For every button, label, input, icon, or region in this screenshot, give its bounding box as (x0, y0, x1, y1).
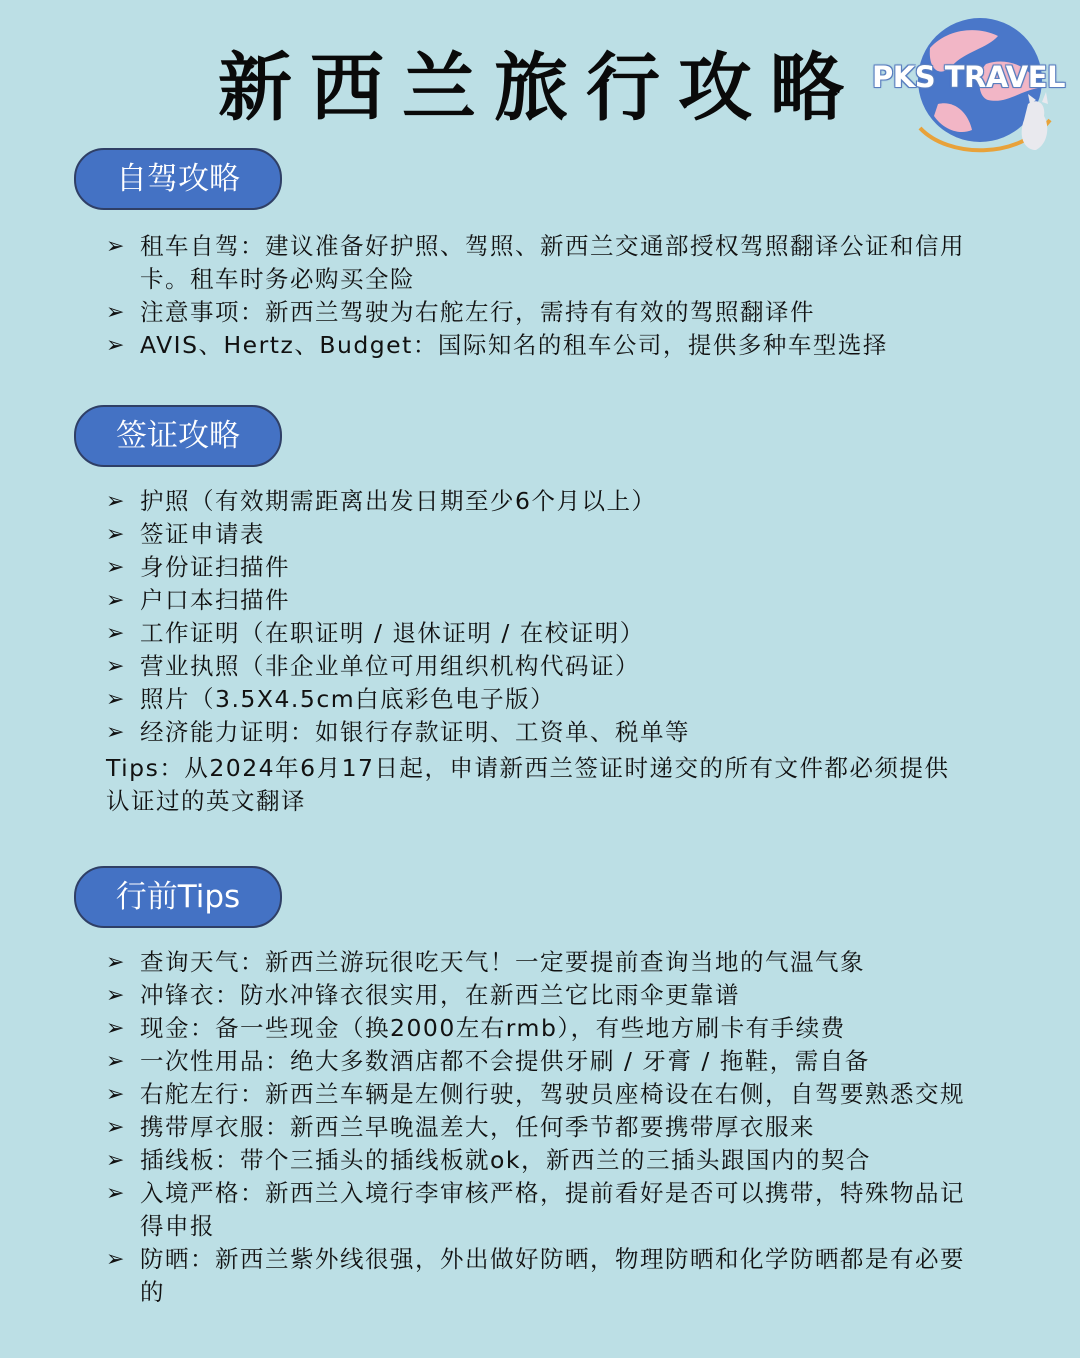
arrowhead-bullet-icon: ➢ (106, 522, 126, 547)
list-item: ➢ 携带厚衣服：新西兰早晚温差大，任何季节都要携带厚衣服来 (106, 1111, 976, 1144)
list-item: ➢ 照片（3.5X4.5cm白底彩色电子版） (106, 683, 976, 716)
pks-travel-logo (868, 8, 1074, 158)
arrowhead-bullet-icon: ➢ (106, 1148, 126, 1173)
arrowhead-bullet-icon: ➢ (106, 1082, 126, 1107)
list-item: ➢ 租车自驾：建议准备好护照、驾照、新西兰交通部授权驾照翻译公证和信用卡。租车时务必购买全险 (106, 232, 965, 293)
section-heading-driving: 自驾攻略 (74, 148, 282, 210)
arrowhead-bullet-icon: ➢ (106, 720, 126, 745)
logo-text: PKS TRAVEL (872, 60, 1066, 94)
list-item: ➢ 防晒：新西兰紫外线很强，外出做好防晒，物理防晒和化学防晒都是有必要的 (106, 1245, 965, 1306)
list-item: ➢ 右舵左行：新西兰车辆是左侧行驶，驾驶员座椅设在右侧，自驾要熟悉交规 (106, 1078, 976, 1111)
arrowhead-bullet-icon: ➢ (106, 1115, 126, 1140)
arrowhead-bullet-icon: ➢ (106, 489, 126, 514)
arrowhead-bullet-icon: ➢ (106, 654, 126, 679)
arrowhead-bullet-icon: ➢ (106, 1181, 126, 1206)
list-item: ➢ 工作证明（在职证明 / 退休证明 / 在校证明） (106, 617, 976, 650)
visa-list (106, 485, 976, 749)
section-heading-visa: 签证攻略 (74, 405, 282, 467)
list-item: ➢ 签证申请表 (106, 518, 976, 551)
list-item: ➢ 户口本扫描件 (106, 584, 976, 617)
driving-list (106, 230, 976, 362)
arrowhead-bullet-icon: ➢ (106, 555, 126, 580)
list-item: ➢ 护照（有效期需距离出发日期至少6个月以上） (106, 485, 976, 518)
list-item: ➢ 插线板：带个三插头的插线板就ok，新西兰的三插头跟国内的契合 (106, 1144, 976, 1177)
arrowhead-bullet-icon: ➢ (106, 983, 126, 1008)
visa-tips: Tips：从2024年6月17日起，申请新西兰签证时递交的所有文件都必须提供认证过的英文翻译 (106, 754, 950, 815)
page-title: 新西兰旅行攻略 (218, 45, 862, 131)
arrowhead-bullet-icon: ➢ (106, 333, 126, 358)
arrowhead-bullet-icon: ➢ (106, 1016, 126, 1041)
arrowhead-bullet-icon: ➢ (106, 687, 126, 712)
list-item: ➢ AVIS、Hertz、Budget：国际知名的租车公司，提供多种车型选择 (106, 329, 976, 362)
list-item: ➢ 冲锋衣：防水冲锋衣很实用，在新西兰它比雨伞更靠谱 (106, 979, 976, 1012)
arrowhead-bullet-icon: ➢ (106, 234, 126, 259)
list-item: ➢ 一次性用品：绝大多数酒店都不会提供牙刷 / 牙膏 / 拖鞋，需自备 (106, 1045, 976, 1078)
arrowhead-bullet-icon: ➢ (106, 300, 126, 325)
list-item: ➢ 注意事项：新西兰驾驶为右舵左行，需持有有效的驾照翻译件 (106, 296, 976, 329)
pretrip-list (106, 946, 976, 1309)
list-item: ➢ 营业执照（非企业单位可用组织机构代码证） (106, 650, 976, 683)
section-heading-pretrip: 行前Tips (74, 866, 282, 928)
arrowhead-bullet-icon: ➢ (106, 588, 126, 613)
list-item: ➢ 身份证扫描件 (106, 551, 976, 584)
arrowhead-bullet-icon: ➢ (106, 1049, 126, 1074)
arrowhead-bullet-icon: ➢ (106, 1247, 126, 1272)
list-item: ➢ 入境严格：新西兰入境行李审核严格，提前看好是否可以携带，特殊物品记得申报 (106, 1179, 965, 1240)
list-item: ➢ 现金：备一些现金（换2000左右rmb），有些地方刷卡有手续费 (106, 1012, 976, 1045)
list-item: ➢ 查询天气：新西兰游玩很吃天气！一定要提前查询当地的气温气象 (106, 946, 976, 979)
arrowhead-bullet-icon: ➢ (106, 950, 126, 975)
list-item: ➢ 经济能力证明：如银行存款证明、工资单、税单等 (106, 716, 976, 749)
arrowhead-bullet-icon: ➢ (106, 621, 126, 646)
